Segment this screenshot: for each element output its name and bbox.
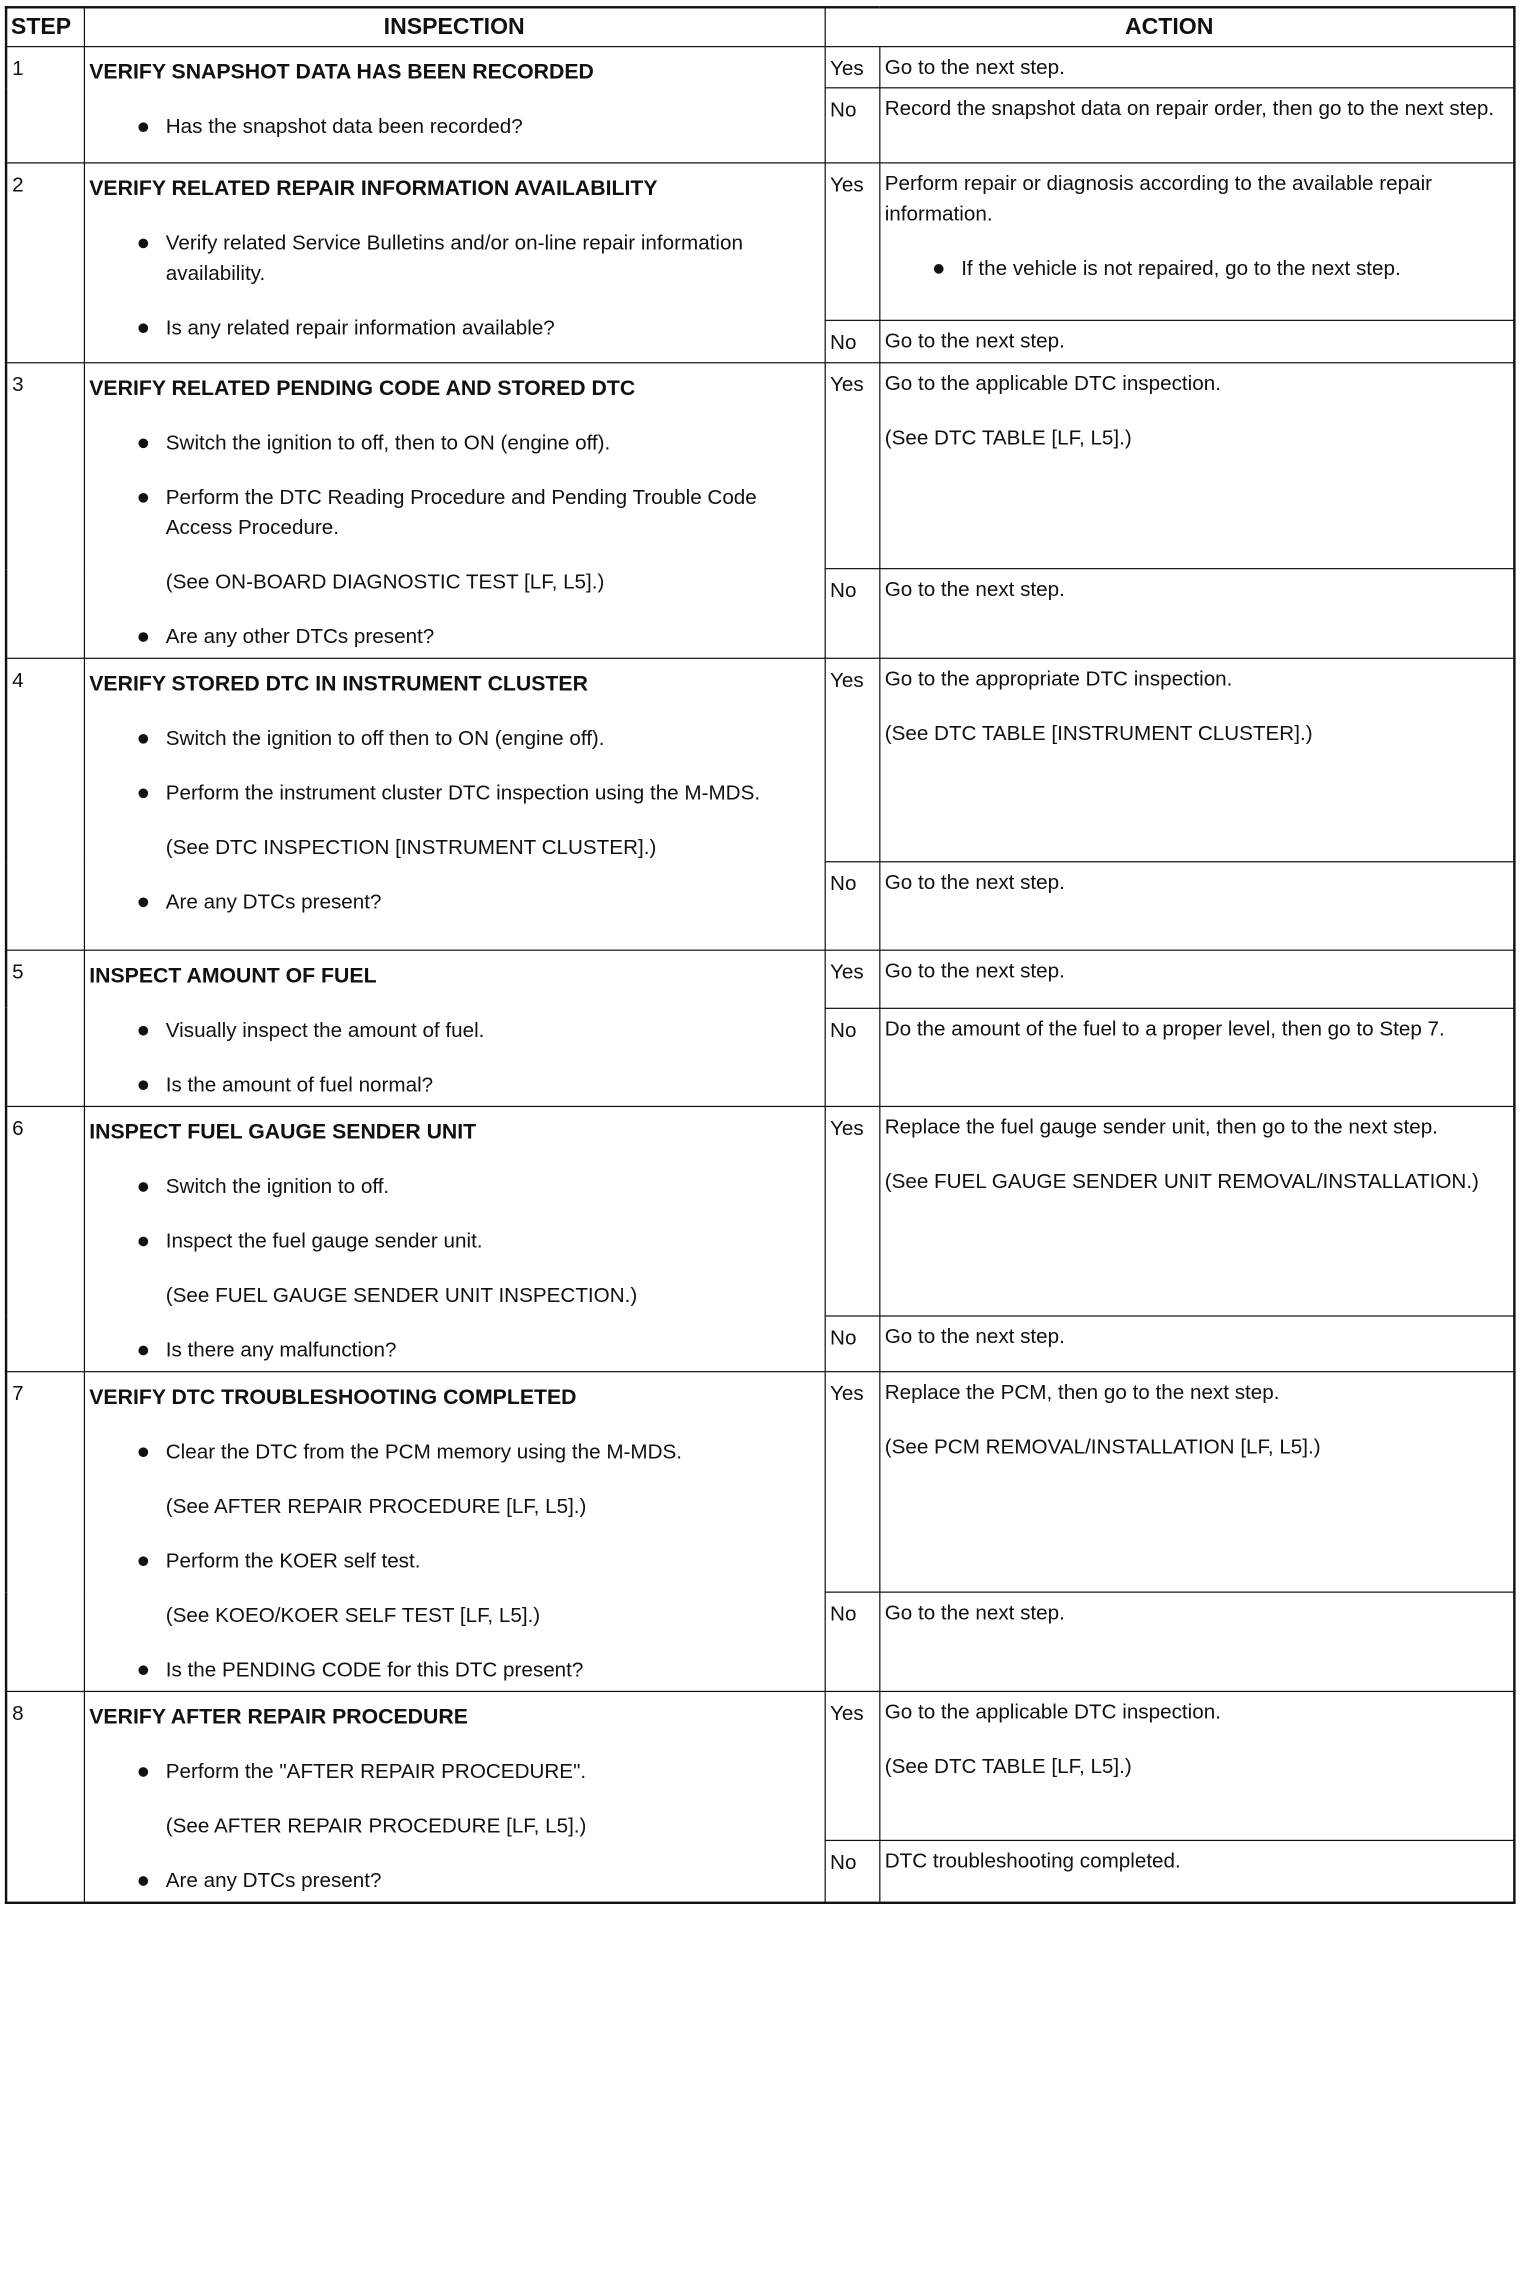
yes-label: Yes: [825, 1106, 880, 1316]
step-number: 4: [6, 658, 84, 950]
action-reference: (See DTC TABLE [LF, L5].): [884, 426, 1132, 450]
inspection-bullet: Inspect the fuel gauge sender unit.: [89, 1226, 819, 1256]
inspection-reference: (See ON-BOARD DIAGNOSTIC TEST [LF, L5].): [165, 570, 605, 594]
yes-action: [879, 1106, 1514, 1316]
table-row: [6, 1372, 1514, 1593]
table-row: [6, 1106, 1514, 1316]
action-reference: (See DTC TABLE [INSTRUMENT CLUSTER].): [884, 721, 1313, 745]
action-text: Record the snapshot data on repair order, then go to the next step.: [884, 96, 1495, 120]
table-row: [6, 1691, 1514, 1841]
inspection-reference: (See AFTER REPAIR PROCEDURE [LF, L5].): [165, 1494, 587, 1518]
action-text: Go to the next step.: [884, 329, 1065, 353]
step-title: VERIFY RELATED PENDING CODE AND STORED DTC: [89, 375, 636, 400]
inspection-bullet: Perform the "AFTER REPAIR PROCEDURE".: [89, 1756, 819, 1786]
inspection-cell: [84, 950, 825, 1106]
action-text: Go to the applicable DTC inspection.: [884, 371, 1221, 395]
inspection-bullet: Switch the ignition to off.: [89, 1171, 819, 1201]
action-bullet: If the vehicle is not repaired, go to the next step.: [885, 253, 1506, 283]
table-row: [6, 950, 1514, 1008]
inspection-bullet: Are any DTCs present?: [89, 1865, 819, 1895]
action-text: Go to the next step.: [884, 959, 1065, 983]
inspection-reference: (See DTC INSPECTION [INSTRUMENT CLUSTER].): [165, 835, 657, 859]
inspection-cell: [84, 1372, 825, 1692]
action-text: Go to the next step.: [884, 577, 1065, 601]
action-reference: (See PCM REMOVAL/INSTALLATION [LF, L5].): [884, 1435, 1321, 1459]
inspection-bullet: Has the snapshot data been recorded?: [89, 111, 819, 141]
step-number: 5: [6, 950, 84, 1106]
yes-label: Yes: [825, 163, 880, 320]
inspection-bullet: Perform the instrument cluster DTC inspection using the M-MDS.: [89, 778, 819, 808]
step-title: VERIFY SNAPSHOT DATA HAS BEEN RECORDED: [89, 59, 594, 84]
yes-action: [879, 1691, 1514, 1841]
inspection-bullet: Are any other DTCs present?: [89, 621, 819, 651]
inspection-reference: (See AFTER REPAIR PROCEDURE [LF, L5].): [165, 1814, 587, 1838]
inspection-cell: [84, 1691, 825, 1902]
inspection-reference: (See KOEO/KOER SELF TEST [LF, L5].): [165, 1603, 541, 1627]
inspection-reference: (See FUEL GAUGE SENDER UNIT INSPECTION.): [165, 1283, 638, 1307]
step-column-header: STEP: [6, 7, 84, 46]
table-row: [6, 47, 1514, 88]
step-number: 1: [6, 47, 84, 163]
action-text: Do the amount of the fuel to a proper level, then go to Step 7.: [884, 1017, 1445, 1041]
no-action: [879, 862, 1514, 950]
step-number: 7: [6, 1372, 84, 1692]
yes-label: Yes: [825, 1372, 880, 1593]
yes-label: Yes: [825, 658, 880, 861]
no-label: No: [825, 1316, 880, 1372]
no-action: [879, 1008, 1514, 1106]
no-label: No: [825, 1008, 880, 1106]
action-text: Go to the next step.: [884, 870, 1065, 894]
yes-action: [879, 47, 1514, 88]
action-reference: (See FUEL GAUGE SENDER UNIT REMOVAL/INSTALLATION.): [884, 1170, 1479, 1194]
yes-action: [879, 658, 1514, 861]
no-label: No: [825, 1593, 880, 1692]
no-action: [879, 569, 1514, 659]
yes-label: Yes: [825, 47, 880, 88]
inspection-bullet: Visually inspect the amount of fuel.: [89, 1015, 819, 1045]
no-label: No: [825, 320, 880, 362]
header-row: [6, 7, 1514, 46]
action-reference: (See DTC TABLE [LF, L5].): [884, 1755, 1132, 1779]
inspection-bullet: Is any related repair information available?: [89, 312, 819, 342]
action-text: Go to the next step.: [884, 1325, 1065, 1349]
no-label: No: [825, 1841, 880, 1903]
step-number: 3: [6, 363, 84, 659]
action-column-header: ACTION: [825, 7, 1515, 46]
step-title: INSPECT FUEL GAUGE SENDER UNIT: [89, 1119, 477, 1144]
step-title: VERIFY AFTER REPAIR PROCEDURE: [89, 1704, 468, 1729]
no-action: [879, 1593, 1514, 1692]
inspection-bullet: Is there any malfunction?: [89, 1335, 819, 1365]
no-label: No: [825, 88, 880, 163]
inspection-bullet: Clear the DTC from the PCM memory using the M-MDS.: [89, 1436, 819, 1466]
inspection-bullet: Verify related Service Bulletins and/or on-line repair information availability.: [89, 228, 819, 289]
yes-action: [879, 950, 1514, 1008]
action-text: Go to the next step.: [884, 55, 1065, 79]
action-text: Perform repair or diagnosis according to the available repair information.: [884, 171, 1433, 226]
inspection-bullet: Switch the ignition to off then to ON (engine off).: [89, 723, 819, 753]
table-row: [6, 163, 1514, 320]
step-title: INSPECT AMOUNT OF FUEL: [89, 962, 377, 988]
inspection-cell: [84, 363, 825, 659]
step-title: VERIFY STORED DTC IN INSTRUMENT CLUSTER: [89, 671, 588, 696]
yes-action: [879, 163, 1514, 320]
inspection-bullet: Perform the KOER self test.: [89, 1545, 819, 1575]
table-row: [6, 363, 1514, 569]
no-action: [879, 88, 1514, 163]
step-number: 6: [6, 1106, 84, 1371]
inspection-bullet: Perform the DTC Reading Procedure and Pending Trouble Code Access Procedure.: [89, 482, 819, 543]
inspection-bullet: Are any DTCs present?: [89, 887, 819, 917]
no-label: No: [825, 862, 880, 950]
action-text: Go to the appropriate DTC inspection.: [884, 667, 1233, 691]
step-number: 2: [6, 163, 84, 363]
step-number: 8: [6, 1691, 84, 1902]
no-action: [879, 1316, 1514, 1372]
action-text: DTC troubleshooting completed.: [884, 1850, 1181, 1874]
inspection-cell: [84, 1106, 825, 1371]
yes-label: Yes: [825, 363, 880, 569]
action-text: Replace the fuel gauge sender unit, then go to the next step.: [884, 1115, 1438, 1139]
yes-label: Yes: [825, 1691, 880, 1841]
no-label: No: [825, 569, 880, 659]
inspection-cell: [84, 47, 825, 163]
action-text: Go to the next step.: [884, 1601, 1065, 1625]
action-text: Replace the PCM, then go to the next step.: [884, 1380, 1280, 1404]
inspection-bullet: Switch the ignition to off, then to ON (engine off).: [89, 428, 819, 458]
diagnostic-procedure-table: [5, 6, 1516, 1904]
yes-action: [879, 1372, 1514, 1593]
inspection-cell: [84, 163, 825, 363]
no-action: [879, 320, 1514, 362]
table-row: [6, 658, 1514, 861]
inspection-cell: [84, 658, 825, 950]
action-text: Go to the applicable DTC inspection.: [884, 1700, 1221, 1724]
inspection-bullet: Is the amount of fuel normal?: [89, 1069, 819, 1099]
yes-action: [879, 363, 1514, 569]
inspection-column-header: INSPECTION: [84, 7, 825, 46]
inspection-bullet: Is the PENDING CODE for this DTC present?: [89, 1654, 819, 1684]
step-title: VERIFY DTC TROUBLESHOOTING COMPLETED: [89, 1384, 577, 1409]
step-title: VERIFY RELATED REPAIR INFORMATION AVAILABILITY: [89, 175, 658, 200]
yes-label: Yes: [825, 950, 880, 1008]
